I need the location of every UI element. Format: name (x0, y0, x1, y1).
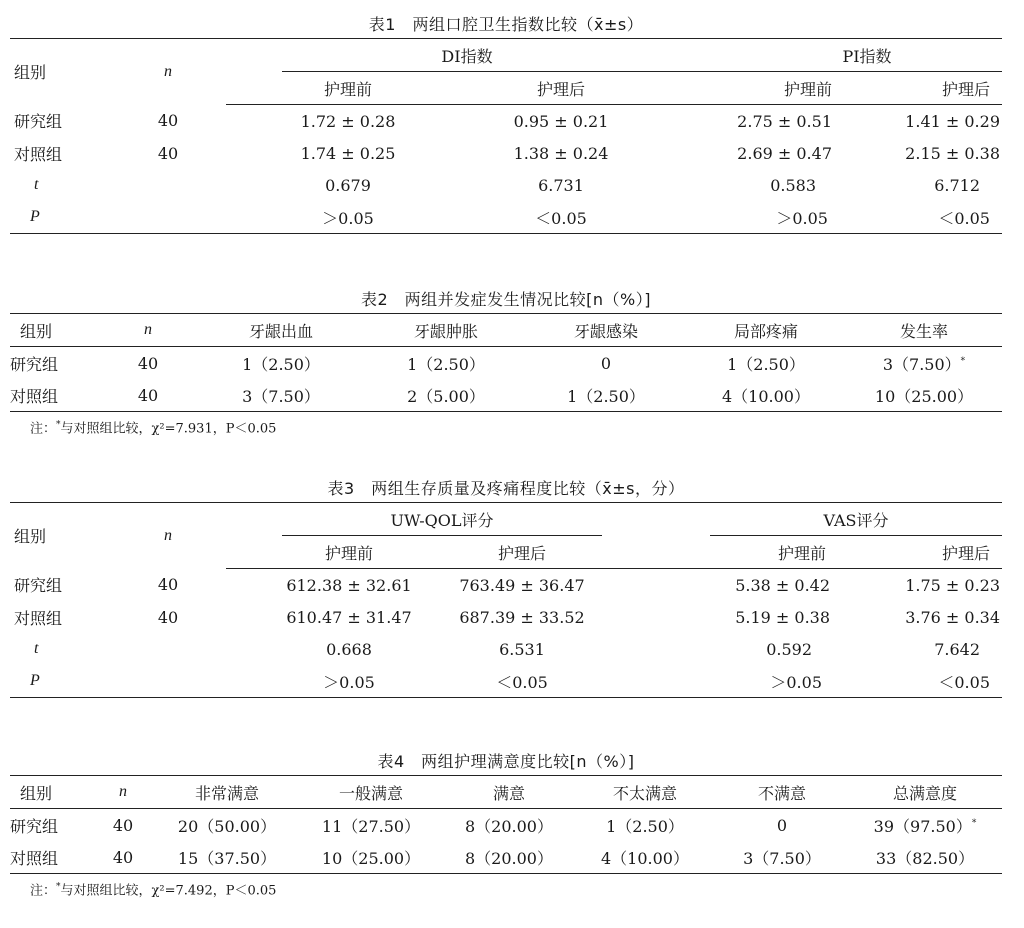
n-cell: 40 (137, 353, 159, 373)
table2-header-swelling: 牙龈肿胀 (366, 314, 526, 347)
table1-header-di-before: 护理前 (226, 72, 450, 105)
table-row (10, 601, 1002, 633)
cell: ＞0.05 (226, 201, 450, 234)
table1-header-row-1 (10, 39, 1002, 72)
table4-block (10, 749, 1002, 900)
cell: ＞0.05 (226, 665, 442, 698)
table-row (10, 665, 1002, 698)
cell: 0 (600, 353, 612, 373)
note-marker: * (56, 882, 61, 892)
table1-header-pi-after: 护理后 (832, 72, 1002, 105)
table3-header-uw-before: 护理前 (226, 536, 442, 569)
table-row (10, 633, 1002, 665)
cell: 1.38 ± 0.24 (513, 143, 609, 163)
cell: 10（25.00） (846, 379, 1002, 412)
cell-value: 3（7.50） (882, 354, 961, 374)
cell: 6.531 (499, 639, 545, 659)
table2-header-bleeding: 牙龈出血 (196, 314, 366, 347)
table2-header-n: n (100, 314, 196, 347)
cell: 1.72 ± 0.28 (300, 111, 396, 131)
cell: 3.76 ± 0.34 (905, 607, 1001, 627)
row-label: 对照组 (10, 841, 90, 874)
cell: 6.712 (934, 175, 980, 195)
table1-block (10, 12, 1002, 234)
table4-header-group: 组别 (10, 776, 90, 809)
cell: 1（2.50） (242, 354, 320, 374)
cell (846, 347, 1002, 380)
cell: 612.38 ± 32.61 (286, 575, 412, 595)
table4-header-not-very-satisfied: 不太满意 (574, 776, 716, 809)
table4-header-satisfied: 满意 (444, 776, 574, 809)
cell: 33（82.50） (848, 841, 1002, 874)
table3-header-vas-before: 护理前 (602, 536, 830, 569)
table4-header-total: 总满意度 (848, 776, 1002, 809)
table2-block (10, 287, 1002, 438)
table3-block (10, 476, 1002, 698)
table1 (10, 38, 1002, 234)
note-prefix: 注： (30, 421, 57, 437)
table3-header-vas: VAS评分 (710, 503, 1002, 536)
n-cell: 40 (90, 841, 156, 874)
note-marker: * (56, 420, 61, 430)
cell: 3（7.50） (716, 841, 848, 874)
table4-caption: 表4 两组护理满意度比较[n（%）] (377, 752, 635, 771)
table2-caption: 表2 两组并发症发生情况比较[n（%）] (360, 290, 651, 309)
cell: ＜0.05 (832, 201, 1002, 234)
cell: ＞0.05 (602, 665, 830, 698)
table4-header-generally-satisfied: 一般满意 (298, 776, 444, 809)
cell: 2.75 ± 0.51 (737, 111, 832, 131)
n-cell: 40 (100, 379, 196, 412)
cell: 5.19 ± 0.38 (735, 607, 831, 627)
cell: 20（50.00） (177, 816, 277, 836)
cell: 3（7.50） (196, 379, 366, 412)
table3-header-uw: UW-QOL评分 (282, 503, 602, 536)
table1-header-pi: PI指数 (732, 39, 1002, 72)
table2 (10, 313, 1002, 412)
table3 (10, 502, 1002, 698)
cell: ＜0.05 (450, 201, 732, 234)
n-cell (110, 201, 226, 234)
table3-header-vas-after: 护理后 (830, 536, 1002, 569)
table-row (10, 841, 1002, 874)
cell: 0 (776, 815, 788, 835)
cell-value: 39（97.50） (873, 816, 972, 836)
n-cell: 40 (157, 143, 179, 163)
cell: 0.668 (326, 639, 372, 659)
cell: 1（2.50） (407, 354, 485, 374)
cell: 0.95 ± 0.21 (513, 111, 609, 131)
table3-header-n: n (110, 503, 226, 569)
cell: 0.679 (325, 175, 371, 195)
n-cell (110, 169, 226, 201)
table3-caption: 表3 两组生存质量及疼痛程度比较（x̄±s，分） (327, 479, 685, 498)
n-cell (110, 665, 226, 698)
table3-header-row-1 (10, 503, 1002, 536)
table-row (10, 379, 1002, 412)
cell: 1（2.50） (526, 379, 686, 412)
table4 (10, 775, 1002, 874)
cell (848, 809, 1002, 842)
cell: 1.75 ± 0.23 (905, 575, 1001, 595)
significance-marker: * (971, 818, 977, 829)
cell: 6.731 (538, 175, 584, 195)
cell: 8（20.00） (444, 841, 574, 874)
table-row (10, 809, 1002, 842)
cell: 687.39 ± 33.52 (459, 607, 585, 627)
row-label: 研究组 (10, 354, 59, 374)
note-text: 与对照组比较，χ²=7.492，P＜0.05 (60, 883, 277, 899)
table4-header-very-satisfied: 非常满意 (156, 776, 298, 809)
cell: 7.642 (934, 639, 981, 659)
table2-header-row (10, 314, 1002, 347)
table3-header-group: 组别 (10, 503, 110, 569)
row-label: 对照组 (14, 608, 63, 628)
cell: 10（25.00） (298, 841, 444, 874)
row-label: 对照组 (14, 144, 63, 164)
row-label: t (34, 640, 39, 657)
cell: ＜0.05 (442, 665, 602, 698)
table1-header-pi-before: 护理前 (732, 72, 832, 105)
cell: 763.49 ± 36.47 (459, 575, 585, 595)
significance-marker: * (960, 356, 966, 367)
cell: 11（27.50） (321, 816, 421, 836)
cell: 0.583 (770, 175, 816, 195)
cell: 1.74 ± 0.25 (300, 143, 396, 163)
table-row (10, 105, 1002, 138)
table3-header-uw-after: 护理后 (442, 536, 602, 569)
cell: 2（5.00） (366, 379, 526, 412)
table-row (10, 169, 1002, 201)
table1-header-group: 组别 (10, 39, 110, 105)
cell: 8（20.00） (465, 816, 553, 836)
table-row (10, 347, 1002, 380)
n-cell: 40 (112, 815, 134, 835)
n-cell: 40 (157, 607, 179, 627)
table2-header-pain: 局部疼痛 (686, 314, 846, 347)
table4-header-row (10, 776, 1002, 809)
table4-header-n: n (90, 776, 156, 809)
table1-header-di: DI指数 (282, 39, 732, 72)
n-cell: 40 (157, 575, 179, 595)
table-row (10, 201, 1002, 234)
cell: 4（10.00） (686, 379, 846, 412)
cell: 1.41 ± 0.29 (905, 111, 1000, 131)
table2-header-infection: 牙龈感染 (526, 314, 686, 347)
n-cell (110, 633, 226, 665)
row-label: 研究组 (14, 576, 63, 596)
row-label: 对照组 (10, 379, 100, 412)
cell: 15（37.50） (156, 841, 298, 874)
row-label: 研究组 (14, 112, 63, 132)
cell: ＞0.05 (732, 201, 832, 234)
table-row (10, 569, 1002, 602)
cell: 610.47 ± 31.47 (286, 607, 412, 627)
table4-header-dissatisfied: 不满意 (716, 776, 848, 809)
n-cell: 40 (157, 111, 179, 131)
table-row (10, 137, 1002, 169)
cell: ＜0.05 (830, 665, 1002, 698)
table2-header-rate: 发生率 (846, 314, 1002, 347)
cell: 4（10.00） (574, 841, 716, 874)
table2-note (10, 412, 1002, 438)
cell: 2.15 ± 0.38 (905, 143, 1000, 163)
table2-header-group: 组别 (10, 314, 100, 347)
cell: 2.69 ± 0.47 (737, 143, 832, 163)
row-label: t (34, 176, 39, 193)
table1-header-n: n (110, 39, 226, 105)
table4-note (10, 874, 1002, 900)
table1-caption: 表1 两组口腔卫生指数比较（x̄±s） (368, 15, 644, 34)
note-prefix: 注： (30, 883, 57, 899)
note-text: 与对照组比较，χ²=7.931，P＜0.05 (60, 421, 277, 437)
cell: 1（2.50） (727, 354, 805, 374)
row-label: 研究组 (10, 816, 59, 836)
cell: 5.38 ± 0.42 (735, 575, 831, 595)
cell: 0.592 (766, 639, 813, 659)
row-label: P (10, 201, 110, 234)
table1-header-di-after: 护理后 (450, 72, 732, 105)
cell: 1（2.50） (606, 816, 684, 836)
row-label: P (10, 665, 110, 698)
